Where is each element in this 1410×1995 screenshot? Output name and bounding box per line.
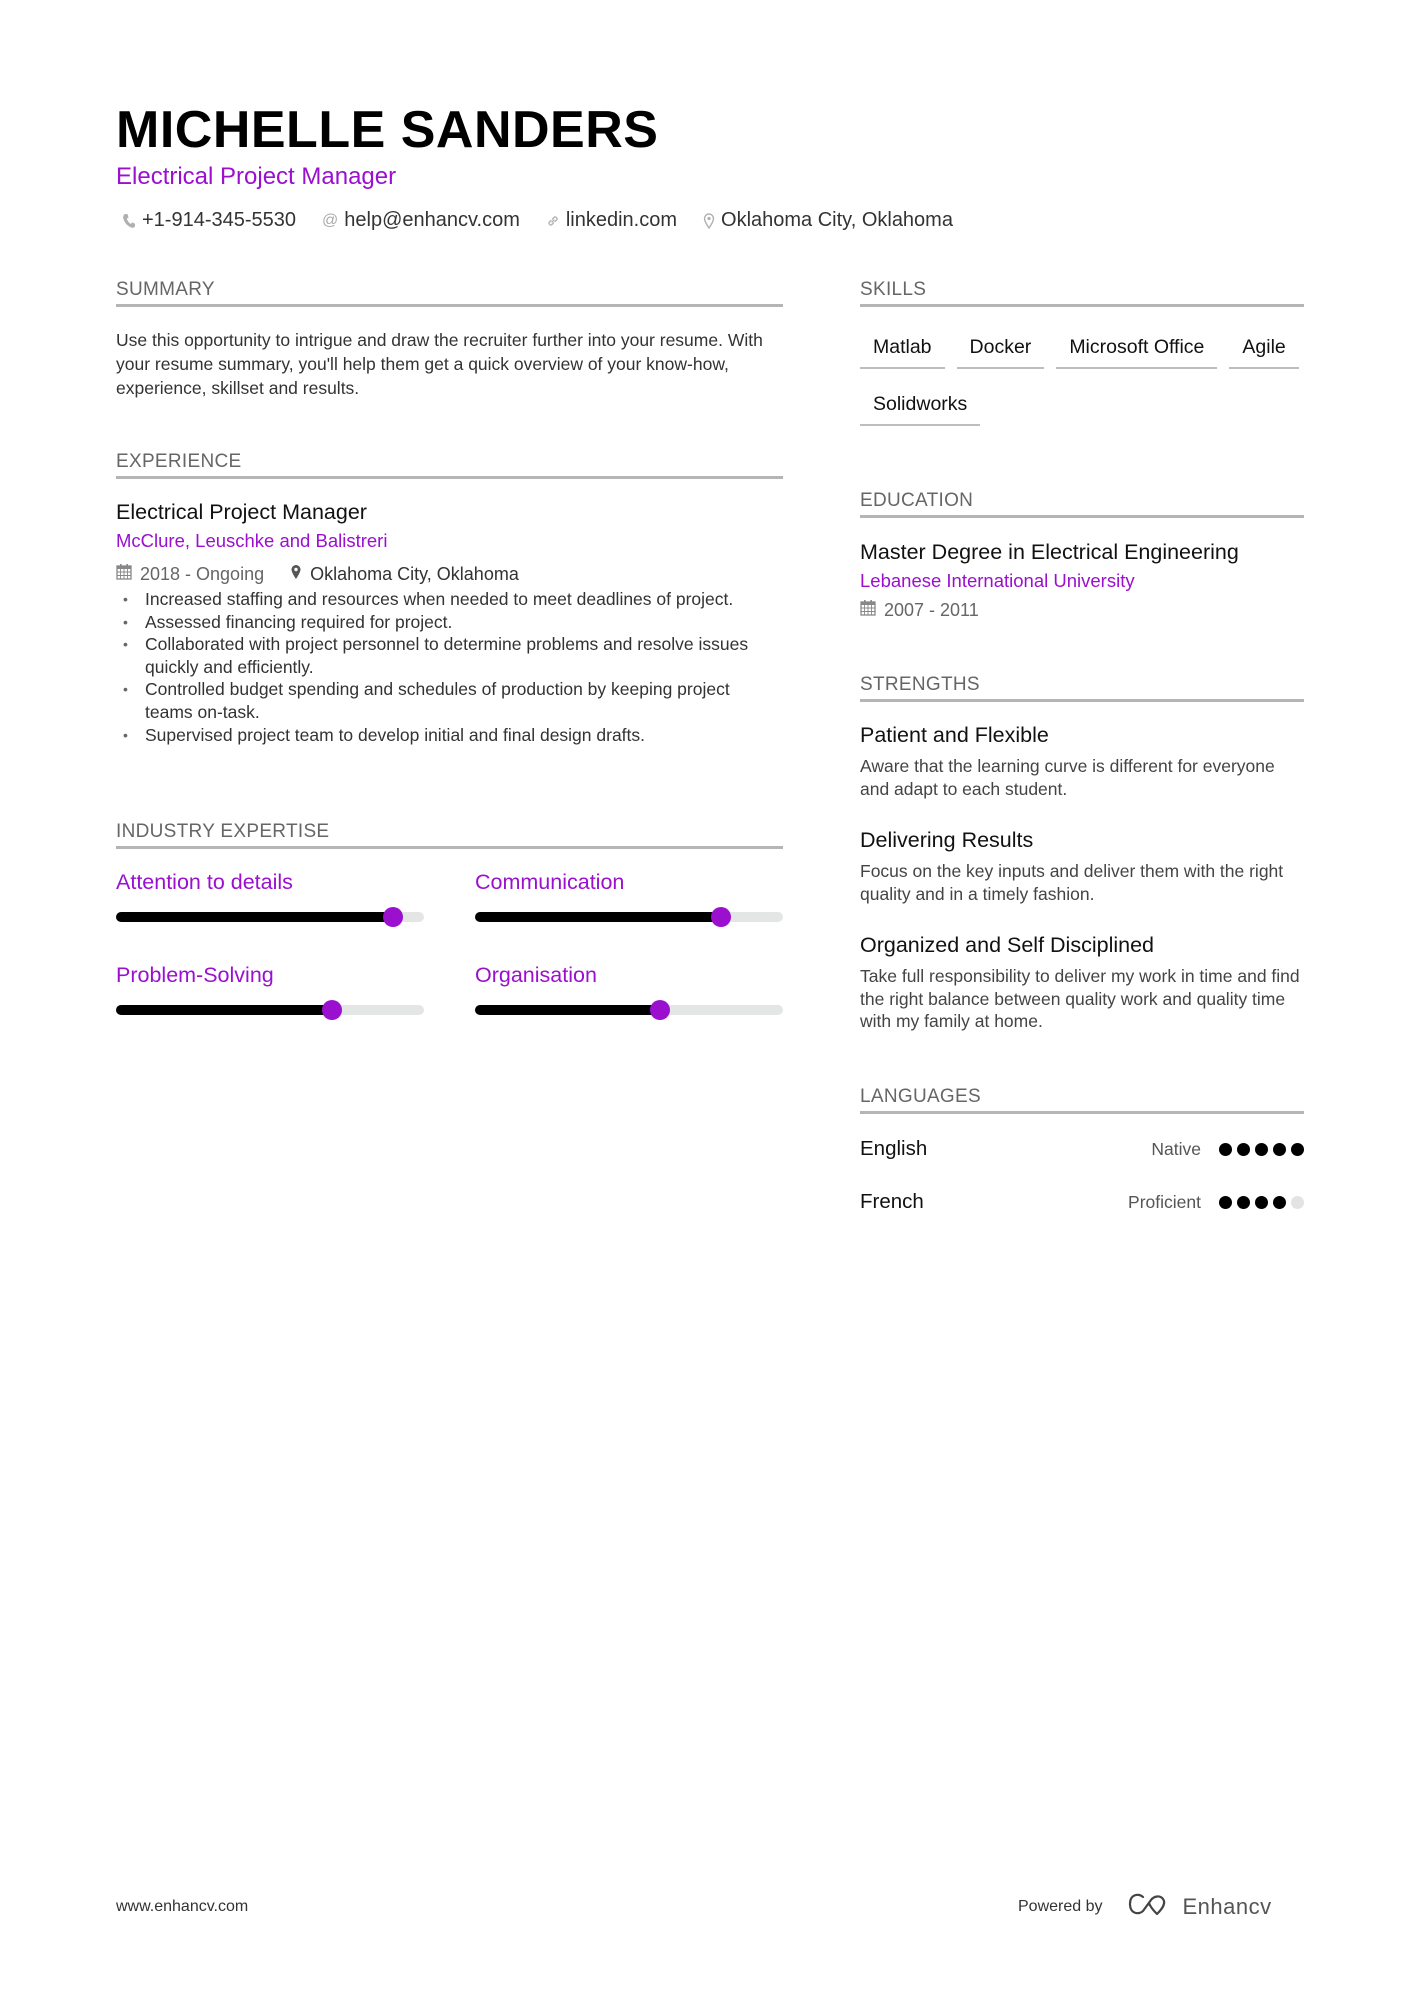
- strengths-divider: [860, 699, 1304, 702]
- skills-list: [860, 336, 1304, 426]
- job-bullets: [116, 588, 756, 746]
- expertise-label: Problem-Solving: [116, 963, 274, 987]
- industry-expertise-divider: [116, 846, 783, 849]
- expertise-label: Attention to details: [116, 870, 293, 894]
- expertise-bar-fill: [475, 912, 721, 922]
- calendar-icon: [116, 563, 132, 585]
- strength-item: [860, 933, 1304, 1033]
- at-icon: @: [322, 211, 339, 229]
- expertise-bar: [116, 1005, 424, 1015]
- skill-tag: Matlab: [860, 336, 945, 369]
- email-address: help@enhancv.com: [344, 209, 520, 231]
- contact-phone[interactable]: [122, 209, 296, 232]
- rating-dot-filled: [1237, 1196, 1250, 1209]
- bullet-item: • Supervised project team to develop initial and final design drafts.: [116, 724, 756, 747]
- phone-icon: [122, 213, 136, 229]
- skill-tag: Solidworks: [860, 393, 980, 426]
- expertise-label: Organisation: [475, 963, 597, 987]
- linkedin-link: linkedin.com: [565, 209, 678, 231]
- job-dates: 2018 - Ongoing: [116, 563, 264, 585]
- language-row: [860, 1187, 1304, 1217]
- strength-item: [860, 723, 1304, 800]
- language-level: Native: [1151, 1138, 1201, 1159]
- languages-heading: LANGUAGES: [860, 1086, 981, 1107]
- expertise-bar: [475, 912, 783, 922]
- rating-dot-empty: [1291, 1196, 1304, 1209]
- strength-description: Aware that the learning curve is different for everyone and adapt to each student.: [860, 756, 1275, 799]
- brand-logo[interactable]: [1127, 1892, 1272, 1921]
- rating-dot-filled: [1273, 1196, 1286, 1209]
- calendar-icon: [860, 599, 876, 621]
- contact-email[interactable]: [322, 209, 520, 232]
- rating-dot-filled: [1255, 1196, 1268, 1209]
- rating-dot-filled: [1219, 1143, 1232, 1156]
- expertise-bar-fill: [116, 1005, 332, 1015]
- rating-dot-filled: [1255, 1143, 1268, 1156]
- education-item: [860, 540, 1304, 621]
- rating-dot-filled: [1237, 1143, 1250, 1156]
- language-row: [860, 1134, 1304, 1164]
- strength-item: [860, 828, 1304, 905]
- location-text: Oklahoma City, Oklahoma: [721, 209, 953, 231]
- rating-dot-filled: [1291, 1143, 1304, 1156]
- bullet-item: • Assessed financing required for project.: [116, 611, 756, 634]
- location-icon: [703, 213, 715, 229]
- phone-number: +1-914-345-5530: [142, 209, 297, 231]
- education-divider: [860, 515, 1304, 518]
- job-title: Electrical Project Manager: [116, 500, 367, 524]
- footer-branding: [1018, 1892, 1272, 1921]
- powered-by-label: Powered by: [1018, 1897, 1103, 1915]
- skill-tag: Microsoft Office: [1056, 336, 1217, 369]
- expertise-bar-knob: [322, 1000, 342, 1020]
- language-name: French: [860, 1190, 924, 1213]
- experience-item: [116, 500, 783, 746]
- bullet-item: • Increased staffing and resources when needed to meet deadlines of project.: [116, 588, 756, 611]
- summary-text: Use this opportunity to intrigue and draw the recruiter further into your resume. With your resume summary, you'll help them get a quick overview of your know-how, experience, skillset and results.: [116, 330, 763, 398]
- location-icon: [290, 564, 302, 585]
- footer-website[interactable]: www.enhancv.com: [116, 1898, 249, 1915]
- expertise-bar-knob: [711, 907, 731, 927]
- candidate-name: MICHELLE SANDERS: [116, 101, 659, 159]
- expertise-bar: [116, 912, 424, 922]
- summary-heading: SUMMARY: [116, 279, 215, 300]
- expertise-bar-fill: [116, 912, 393, 922]
- skill-tag: Docker: [957, 336, 1045, 369]
- strength-title: Patient and Flexible: [860, 723, 1049, 747]
- strength-title: Organized and Self Disciplined: [860, 933, 1154, 957]
- industry-expertise-heading: INDUSTRY EXPERTISE: [116, 821, 330, 842]
- rating-dot-filled: [1273, 1143, 1286, 1156]
- experience-divider: [116, 476, 783, 479]
- strength-description: Take full responsibility to deliver my work in time and find the right balance between quality work and quality time with my family at home.: [860, 966, 1300, 1032]
- summary-divider: [116, 304, 783, 307]
- education-degree: Master Degree in Electrical Engineering: [860, 540, 1239, 564]
- expertise-label: Communication: [475, 870, 625, 894]
- contact-bar: [122, 209, 953, 232]
- rating-dot-filled: [1219, 1196, 1232, 1209]
- job-location: Oklahoma City, Oklahoma: [290, 564, 519, 585]
- language-level: Proficient: [1128, 1191, 1201, 1212]
- bullet-item: • Collaborated with project personnel to determine problems and resolve issues quickly and efficiently.: [116, 633, 756, 678]
- skills-divider: [860, 304, 1304, 307]
- languages-divider: [860, 1111, 1304, 1114]
- strengths-heading: STRENGTHS: [860, 674, 980, 695]
- education-school: Lebanese International University: [860, 570, 1135, 591]
- enhancv-logo-icon: [1127, 1892, 1173, 1921]
- company-name: McClure, Leuschke and Balistreri: [116, 530, 388, 551]
- contact-linkedin[interactable]: [546, 209, 677, 232]
- brand-name: Enhancv: [1182, 1893, 1272, 1919]
- expertise-bar-knob: [650, 1000, 670, 1020]
- candidate-title: Electrical Project Manager: [116, 163, 397, 190]
- expertise-bar-knob: [383, 907, 403, 927]
- language-name: English: [860, 1137, 928, 1160]
- strength-title: Delivering Results: [860, 828, 1034, 852]
- skill-tag: Agile: [1229, 336, 1298, 369]
- skills-heading: SKILLS: [860, 279, 927, 300]
- language-rating: [1219, 1196, 1304, 1209]
- experience-heading: EXPERIENCE: [116, 451, 242, 472]
- education-dates: 2007 - 2011: [860, 599, 1304, 621]
- contact-location: [703, 209, 953, 232]
- bullet-item: • Controlled budget spending and schedules of production by keeping project teams on-task.: [116, 678, 756, 723]
- expertise-bar-fill: [475, 1005, 660, 1015]
- job-meta: [116, 560, 783, 588]
- strength-description: Focus on the key inputs and deliver them with the right quality and in a timely fashion.: [860, 861, 1284, 904]
- education-heading: EDUCATION: [860, 490, 974, 511]
- language-rating: [1219, 1143, 1304, 1156]
- link-icon: [546, 214, 560, 228]
- expertise-bar: [475, 1005, 783, 1015]
